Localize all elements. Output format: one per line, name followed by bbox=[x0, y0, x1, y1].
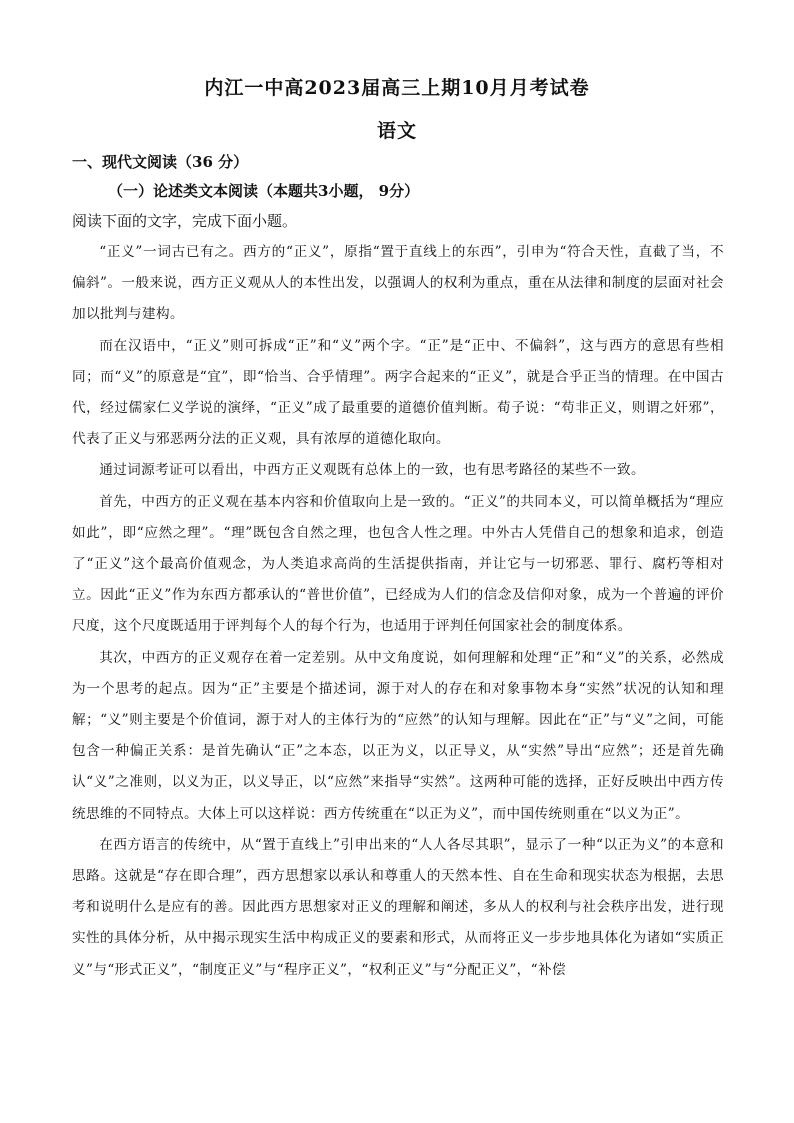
passage-paragraph-3: 通过词源考证可以看出，中西方正义观既有总体上的一致，也有思考路径的某些不一致。 bbox=[99, 462, 645, 479]
exam-title: 内江一中高2023届高三上期10月月考试卷 bbox=[204, 77, 590, 99]
subsection-heading: （一）论述类文本阅读（本题共3小题， 9分） bbox=[108, 182, 420, 200]
passage-body bbox=[72, 237, 724, 986]
section-heading: 一、现代文阅读（36 分） bbox=[72, 153, 249, 171]
passage-paragraph-5: 其次，中西方的正义观存在着一定差别。从中文角度说，如何理解和处理“正”和“义”的关系，必然成为一个思考的起点。因为“正”主要是个描述词，源于对人的存在和对象事物本身“实然”状况的认知和理解；“义”则主要是个价值词，源于对人的主体行为的“应然”的认知与理解。因此在“正”与“义”之间，可能包含一种偏正关系：是首先确认“正”之本态，以正为义，以正导义，从“实然”导出“应然”；还是首先确认“义”之准则，以义为正，以义导正，以“应然”来指导“实然”。这两种可能的选择，正好反映出中西方传统思维的不同特点。大体上可以这样说：西方传统重在“以正为义”，而中国传统则重在“以义为正”。 bbox=[72, 649, 724, 822]
passage-paragraph-4: 首先，中西方的正义观在基本内容和价值取向上是一致的。“正义”的共同本义，可以简单概括为“理应如此”，即“应然之理”。“理”既包含自然之理，也包含人性之理。中外古人凭借自己的想象和追求，创造了“正义”这个最高价值观念，为人类追求高尚的生活提供指南，并让它与一切邪恶、罪行、腐朽等相对立。因此“正义”作为东西方都承认的“普世价值”，已经成为人们的信念及信仰对象，成为一个普遍的评价尺度，这个尺度既适用于评判每个人的每个行为，也适用于评判任何国家社会的制度体系。 bbox=[72, 493, 724, 635]
instruction-text: 阅读下面的文字，完成下面小题。 bbox=[72, 212, 298, 230]
passage-paragraph-1: “正义”一词古已有之。西方的“正义”，原指“置于直线上的东西”，引申为“符合天性，直截了当，不偏斜”。一般来说，西方正义观从人的本性出发，以强调人的权利为重点，重在从法律和制度的层面对社会加以批判与建构。 bbox=[72, 244, 724, 323]
passage-paragraph-6: 在西方语言的传统中，从“置于直线上”引申出来的“人人各尽其职”，显示了一种“以正为义”的本意和思路。这就是“存在即合理”，西方思想家以承认和尊重人的天然本性、自在生命和现实状态为根据，去思考和说明什么是应有的善。因此西方思想家对正义的理解和阐述，多从人的权利与社会秩序出发，进行现实性的具体分析，从中揭示现实生活中构成正义的要素和形式，从而将正义一步步地具体化为诸如“实质正义”与“形式正义”，“制度正义”与“程序正义”，“权利正义”与“分配正义”，“补偿 bbox=[72, 836, 724, 978]
passage-paragraph-2: 而在汉语中，“正义”则可拆成“正”和“义”两个字。“正”是“正中、不偏斜”，这与西方的意思有些相同；而“义”的原意是“宜”，即“恰当、合乎情理”。两字合起来的“正义”，就是合乎正当的情理。在中国古代，经过儒家仁义学说的演绎，“正义”成了最重要的道德价值判断。荀子说：“苟非正义，则谓之奸邪”，代表了正义与邪恶两分法的正义观，具有浓厚的道德化取向。 bbox=[72, 337, 724, 448]
subject-title: 语文 bbox=[376, 120, 417, 142]
